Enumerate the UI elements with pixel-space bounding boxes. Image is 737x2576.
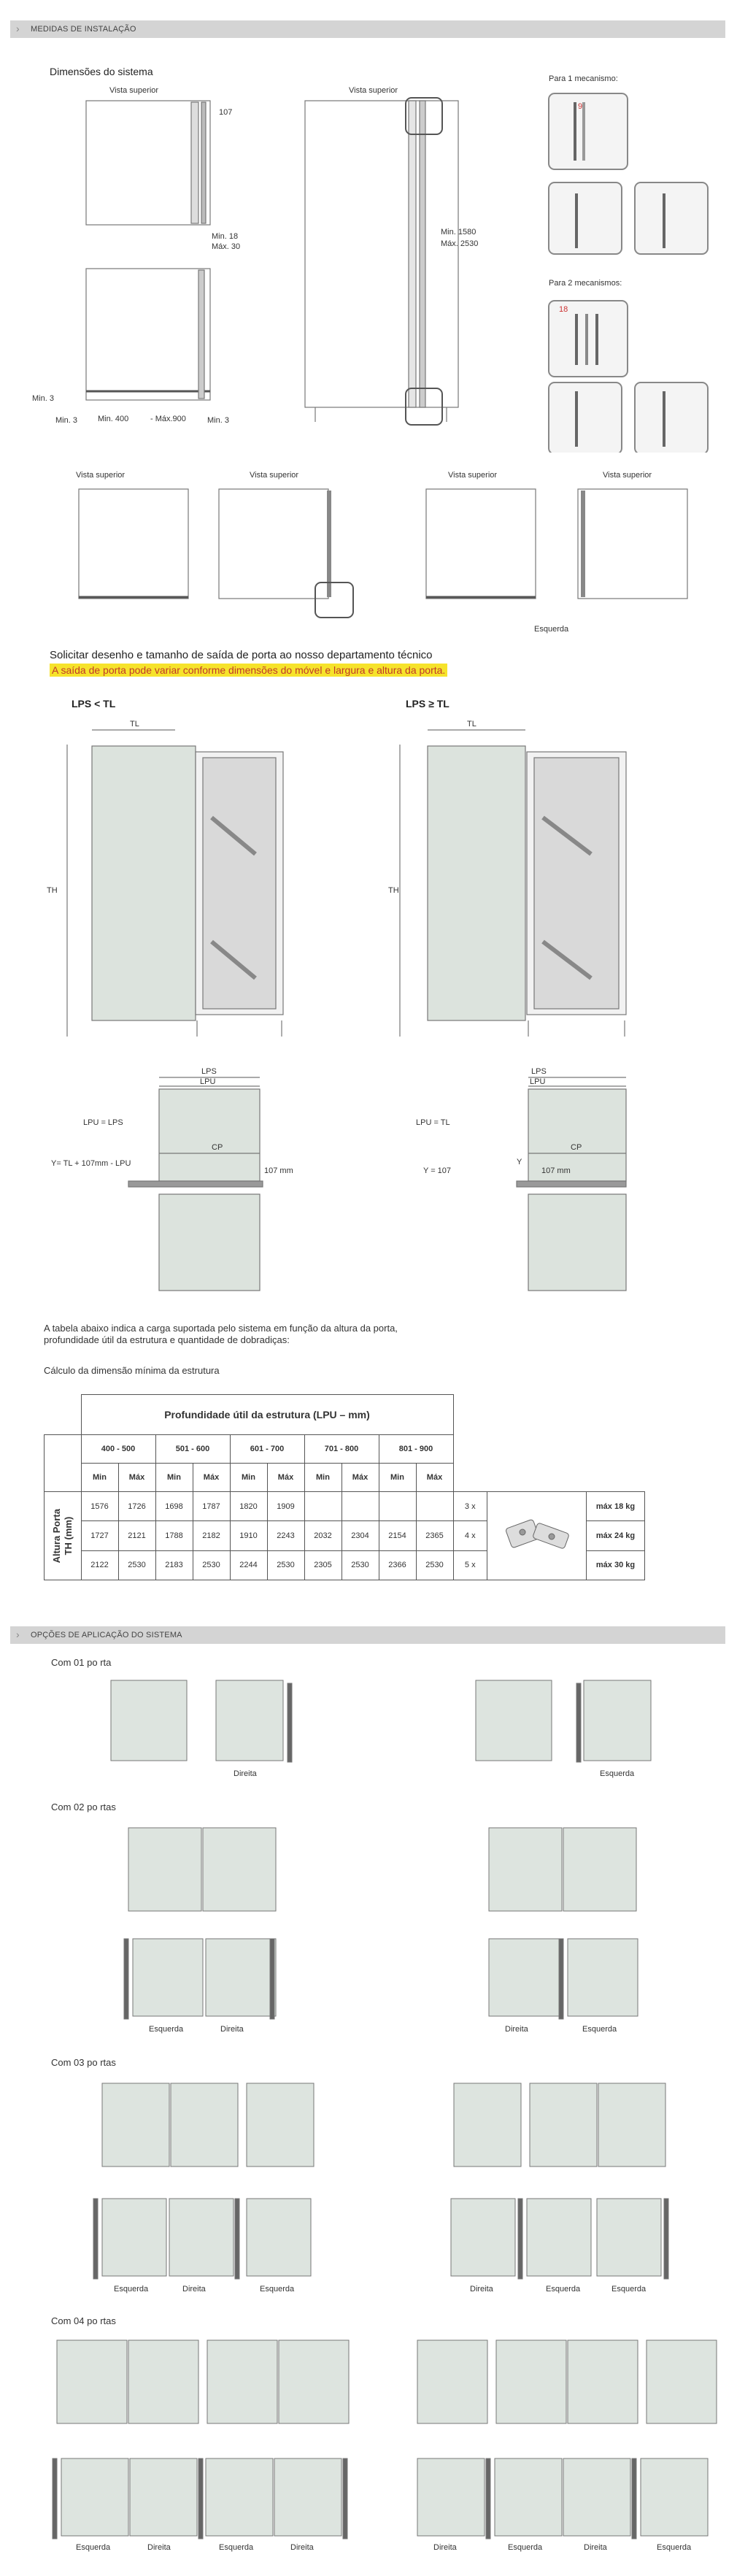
- label-esquerda: Esquerda: [219, 2543, 254, 2552]
- load: máx 18 kg: [587, 1492, 645, 1521]
- label-vista-superior-5: Vista superior: [448, 471, 498, 480]
- section-title: OPÇÕES DE APLICAÇÃO DO SISTEMA: [31, 1631, 182, 1639]
- cell: 2183: [155, 1550, 193, 1580]
- label-direita: Direita: [584, 2543, 607, 2552]
- label-vista-superior-3: Vista superior: [76, 471, 126, 480]
- cell: 2244: [230, 1550, 267, 1580]
- top-views-diagram: [0, 482, 737, 642]
- cell: 1726: [118, 1492, 155, 1521]
- cell: 2530: [416, 1550, 453, 1580]
- label-min3-left: Min. 3: [32, 394, 54, 403]
- cell: 2530: [118, 1550, 155, 1580]
- table-row: [45, 1492, 645, 1521]
- col-min: Min: [81, 1464, 118, 1492]
- label-min18: Min. 18: [212, 232, 239, 241]
- y-left: Y= TL + 107mm - LPU: [51, 1159, 131, 1168]
- y-right: Y = 107: [423, 1166, 452, 1175]
- cell: [342, 1492, 379, 1521]
- load: máx 30 kg: [587, 1550, 645, 1580]
- range-5: 801 - 900: [379, 1435, 453, 1464]
- label-para1: Para 1 mecanismo:: [549, 74, 618, 83]
- col-max: Máx: [118, 1464, 155, 1492]
- table-calc: Cálculo da dimensão mínima da estrutura: [44, 1365, 220, 1376]
- section-bar-installation: [10, 20, 725, 38]
- col-min: Min: [155, 1464, 193, 1492]
- label-vista-superior-6: Vista superior: [603, 471, 652, 480]
- chevron-right-icon: ›: [16, 23, 20, 34]
- eq-right: LPU = TL: [416, 1118, 450, 1127]
- load: máx 24 kg: [587, 1521, 645, 1550]
- range-3: 601 - 700: [230, 1435, 304, 1464]
- label-esquerda: Esquerda: [149, 2025, 184, 2034]
- cell: 1727: [81, 1521, 118, 1550]
- mm107-left: 107 mm: [264, 1166, 293, 1175]
- lps-right-title: LPS ≥ TL: [406, 698, 449, 710]
- cell: 2121: [118, 1521, 155, 1550]
- label-esquerda: Esquerda: [260, 2285, 295, 2294]
- cell: 1576: [81, 1492, 118, 1521]
- label-lpu-right: LPU: [530, 1077, 546, 1086]
- label-lps-right: LPS: [531, 1067, 547, 1076]
- side-label-1: Altura Porta: [50, 1508, 62, 1564]
- label-esquerda: Esquerda: [582, 2025, 617, 2034]
- dims-heading: Dimensões do sistema: [50, 66, 153, 77]
- label-lps-left: LPS: [201, 1067, 217, 1076]
- cell: 1698: [155, 1492, 193, 1521]
- hinges: 4 x: [453, 1521, 487, 1550]
- label-tl-right: TL: [467, 720, 476, 728]
- load-table: [44, 1394, 645, 1580]
- cell: 2304: [342, 1521, 379, 1550]
- label-esquerda: Esquerda: [114, 2285, 149, 2294]
- cell: 2182: [193, 1521, 230, 1550]
- label-direita: Direita: [147, 2543, 171, 2552]
- cell: 2154: [379, 1521, 416, 1550]
- range-1: 400 - 500: [81, 1435, 155, 1464]
- cell: 1909: [267, 1492, 304, 1521]
- cell: [379, 1492, 416, 1521]
- label-vista-superior-2: Vista superior: [349, 86, 398, 95]
- cell: 1788: [155, 1521, 193, 1550]
- hinges: 3 x: [453, 1492, 487, 1521]
- section-title: MEDIDAS DE INSTALAÇÃO: [31, 25, 136, 34]
- cell: 1787: [193, 1492, 230, 1521]
- cell: 2305: [304, 1550, 342, 1580]
- option-04: Com 04 po rtas: [51, 2315, 116, 2326]
- range-2: 501 - 600: [155, 1435, 230, 1464]
- cell: [304, 1492, 342, 1521]
- table-intro1: A tabela abaixo indica a carga suportada pelo sistema em função da altura da porta,: [44, 1323, 398, 1334]
- cell: [416, 1492, 453, 1521]
- label-min1580: Min. 1580: [441, 228, 476, 237]
- col-min: Min: [379, 1464, 416, 1492]
- label-direita: Direita: [433, 2543, 457, 2552]
- label-direita: Direita: [234, 1769, 257, 1778]
- section-bar-options: [10, 1626, 725, 1644]
- label-9: 9: [578, 102, 583, 111]
- col-max: Máx: [193, 1464, 230, 1492]
- cell: 2122: [81, 1550, 118, 1580]
- label-min3-right: Min. 3: [207, 416, 229, 425]
- cell: 2530: [267, 1550, 304, 1580]
- label-y: Y: [517, 1158, 522, 1166]
- label-direita: Direita: [290, 2543, 314, 2552]
- side-label: [45, 1492, 82, 1580]
- cell: 1910: [230, 1521, 267, 1550]
- options-diagram: [0, 1672, 737, 2569]
- label-esquerda: Esquerda: [76, 2543, 111, 2552]
- label-direita: Direita: [220, 2025, 244, 2034]
- option-02: Com 02 po rtas: [51, 1802, 116, 1812]
- lps-left-title: LPS < TL: [72, 698, 116, 710]
- label-min400: Min. 400: [98, 415, 129, 423]
- label-vista-superior: Vista superior: [109, 86, 159, 95]
- lps-diagram: [0, 715, 737, 1329]
- label-esquerda: Esquerda: [657, 2543, 692, 2552]
- label-direita: Direita: [470, 2285, 493, 2294]
- hinge-icon: [493, 1499, 581, 1572]
- side-label-2: TH (mm): [62, 1516, 74, 1556]
- notice-line2: A saída de porta pode variar conforme dimensões do móvel e largura e altura da porta.: [50, 664, 447, 677]
- table-intro2: profundidade útil da estrutura e quantidade de dobradiças:: [44, 1334, 290, 1345]
- label-vista-superior-4: Vista superior: [250, 471, 299, 480]
- cell: 2365: [416, 1521, 453, 1550]
- label-cp-right: CP: [571, 1143, 582, 1152]
- dims-diagram: [0, 73, 737, 453]
- label-direita: Direita: [505, 2025, 528, 2034]
- label-esquerda: Esquerda: [508, 2543, 543, 2552]
- label-min3-bottom: Min. 3: [55, 416, 77, 425]
- range-4: 701 - 800: [304, 1435, 379, 1464]
- mm107-right: 107 mm: [541, 1166, 571, 1175]
- label-lpu-left: LPU: [200, 1077, 216, 1086]
- label-max2530: Máx. 2530: [441, 239, 479, 248]
- label-esquerda: Esquerda: [600, 1769, 635, 1778]
- col-min: Min: [230, 1464, 267, 1492]
- option-03: Com 03 po rtas: [51, 2057, 116, 2068]
- cell: 1820: [230, 1492, 267, 1521]
- col-max: Máx: [342, 1464, 379, 1492]
- cell: 2243: [267, 1521, 304, 1550]
- label-esquerda-top: Esquerda: [534, 625, 569, 634]
- label-esquerda: Esquerda: [611, 2285, 647, 2294]
- label-107: 107: [219, 108, 233, 117]
- col-max: Máx: [267, 1464, 304, 1492]
- option-01: Com 01 po rta: [51, 1657, 112, 1668]
- cell: 2032: [304, 1521, 342, 1550]
- cell: 2366: [379, 1550, 416, 1580]
- label-th-right: TH: [388, 886, 399, 895]
- label-para2: Para 2 mecanismos:: [549, 279, 622, 288]
- table-header: Profundidade útil da estrutura (LPU – mm): [81, 1395, 453, 1435]
- label-max30: Máx. 30: [212, 242, 241, 251]
- label-cp-left: CP: [212, 1143, 223, 1152]
- hinge-image: [487, 1492, 587, 1580]
- col-min: Min: [304, 1464, 342, 1492]
- label-max900: - Máx.900: [150, 415, 186, 423]
- hinges: 5 x: [453, 1550, 487, 1580]
- chevron-right-icon: ›: [16, 1629, 20, 1640]
- col-max: Máx: [416, 1464, 453, 1492]
- cell: 2530: [193, 1550, 230, 1580]
- label-direita: Direita: [182, 2285, 206, 2294]
- label-th-left: TH: [47, 886, 58, 895]
- eq-left: LPU = LPS: [83, 1118, 123, 1127]
- label-esquerda: Esquerda: [546, 2285, 581, 2294]
- label-18: 18: [559, 305, 568, 314]
- cell: 2530: [342, 1550, 379, 1580]
- label-tl-left: TL: [130, 720, 139, 728]
- notice-line1: Solicitar desenho e tamanho de saída de porta ao nosso departamento técnico: [50, 649, 433, 661]
